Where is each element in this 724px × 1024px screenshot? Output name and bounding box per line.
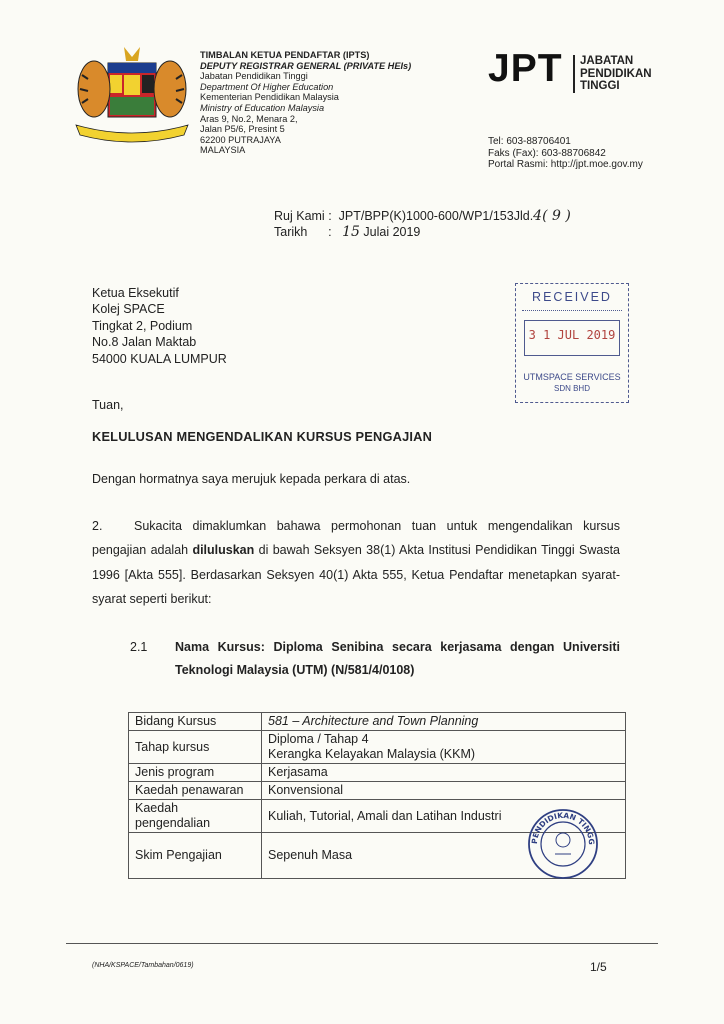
jpt-logo-text: JPT	[488, 47, 563, 90]
tarikh-label: Tarikh	[274, 225, 308, 239]
agency-line: Kementerian Pendidikan Malaysia	[200, 92, 339, 103]
agency-line: DEPUTY REGISTRAR GENERAL (PRIVATE HEIs)	[200, 60, 412, 71]
paragraph-number: 2.1	[130, 640, 148, 654]
recipient-line: Tingkat 2, Podium	[92, 318, 193, 333]
table-value: Kerjasama	[262, 764, 626, 782]
agency-line: MALAYSIA	[200, 145, 246, 156]
course-name: Nama Kursus: Diploma Senibina secara kerjasama dengan Universiti Teknologi Malaysia (UTM) (N/581/4/0108)	[175, 640, 620, 677]
jpt-logo-divider	[573, 55, 575, 93]
received-stamp	[515, 283, 629, 403]
table-row	[129, 782, 626, 800]
official-seal-icon	[527, 808, 599, 880]
ruj-handwritten: 4( 9 )	[533, 208, 571, 224]
paragraph-bold-text: diluluskan	[192, 543, 255, 558]
table-row	[129, 731, 626, 764]
recipient-line: 54000 KUALA LUMPUR	[92, 351, 227, 366]
page-number: 1/5	[590, 960, 607, 974]
agency-line: Jabatan Pendidikan Tinggi	[200, 71, 308, 82]
paragraph-text: Sukacita dimaklumkan bahawa permohonan tuan untuk mengendalikan kursus pengajian adalah	[92, 519, 620, 558]
stamp-company-suffix: SDN BHD	[553, 384, 590, 393]
paragraph-2	[92, 514, 620, 612]
paragraph-text: di bawah Seksyen 38(1) Akta Institusi Pendidikan Tinggi Swasta 1996 [Akta 555]. Berdasarkan Seksyen 40(1) Akta 555, Ketua Pendaftar menetapkan syarat-syarat seperti berikut:	[92, 543, 620, 607]
paragraph-number: 2.	[92, 519, 103, 533]
table-key: Kaedah pengendalian	[129, 800, 262, 833]
recipient-line: No.8 Jalan Maktab	[92, 335, 197, 350]
document-code: (NHA/KSPACE/Tambahan/0619)	[92, 962, 194, 969]
agency-address-block	[200, 50, 411, 156]
agency-line: Department Of Higher Education	[200, 81, 334, 92]
agency-line: Ministry of Education Malaysia	[200, 102, 325, 113]
agency-line: TIMBALAN KETUA PENDAFTAR (IPTS)	[200, 50, 370, 60]
ruj-value: JPT/BPP(K)1000-600/WP1/153Jld.	[338, 209, 534, 223]
table-value: Kuliah, Tutorial, Amali dan Latihan Industri	[262, 800, 626, 833]
seal-text: PENDIDIKAN TINGG	[529, 810, 597, 846]
contact-phone: Tel: 603-88706401	[488, 136, 571, 147]
reference-block: Ruj Kami : JPT/BPP(K)1000-600/WP1/153Jld.4( 9 ) Tarikh : 15 Julai 2019	[274, 208, 571, 240]
agency-line: 62200 PUTRAJAYA	[200, 134, 281, 145]
recipient-line: Ketua Eksekutif	[92, 286, 179, 300]
jpt-logo-line: TINGGI	[580, 80, 620, 92]
jpt-logo-line: JABATAN	[580, 55, 634, 67]
contact-block	[488, 136, 643, 171]
table-row	[129, 713, 626, 731]
table-key: Tahap kursus	[129, 731, 262, 764]
table-key: Skim Pengajian	[129, 833, 262, 879]
jpt-logo-caption	[580, 55, 652, 93]
recipient-line: Kolej SPACE	[92, 302, 165, 317]
stamp-company: UTMSPACE SERVICES	[523, 372, 621, 382]
table-value: Konvensional	[262, 782, 626, 800]
footer-divider	[66, 943, 658, 944]
ruj-label: Ruj Kami	[274, 209, 325, 223]
jpt-logo-line: PENDIDIKAN	[580, 67, 652, 80]
tarikh-value: Julai 2019	[363, 225, 421, 239]
letter-subject: KELULUSAN MENGENDALIKAN KURSUS PENGAJIAN	[92, 429, 433, 444]
contact-fax: Faks (Fax): 603-88706842	[488, 147, 606, 159]
stamp-title: RECEIVED	[532, 290, 612, 304]
salutation: Tuan,	[92, 398, 124, 412]
table-value: Sepenuh Masa	[262, 833, 626, 879]
agency-line: Jalan P5/6, Presint 5	[200, 124, 285, 135]
recipient-address	[92, 285, 227, 367]
table-row	[129, 764, 626, 782]
contact-portal: Portal Rasmi: http://jpt.moe.gov.my	[488, 159, 643, 171]
malaysia-coat-of-arms-logo	[72, 45, 192, 145]
table-key: Kaedah penawaran	[129, 782, 262, 800]
intro-paragraph: Dengan hormatnya saya merujuk kepada perkara di atas.	[92, 472, 411, 486]
stamp-date: 3 1 JUL 2019	[528, 328, 616, 342]
tarikh-handwritten: 15	[342, 224, 360, 240]
table-value: 581 – Architecture and Town Planning	[262, 713, 626, 731]
svg-text:PENDIDIKAN TINGGI	[527, 808, 596, 845]
table-key: Bidang Kursus	[129, 713, 262, 731]
agency-line: Aras 9, No.2, Menara 2,	[200, 113, 298, 124]
table-value: Diploma / Tahap 4 Kerangka Kelayakan Malaysia (KKM)	[262, 731, 626, 764]
table-key: Jenis program	[129, 764, 262, 782]
stamp-divider	[522, 310, 622, 311]
